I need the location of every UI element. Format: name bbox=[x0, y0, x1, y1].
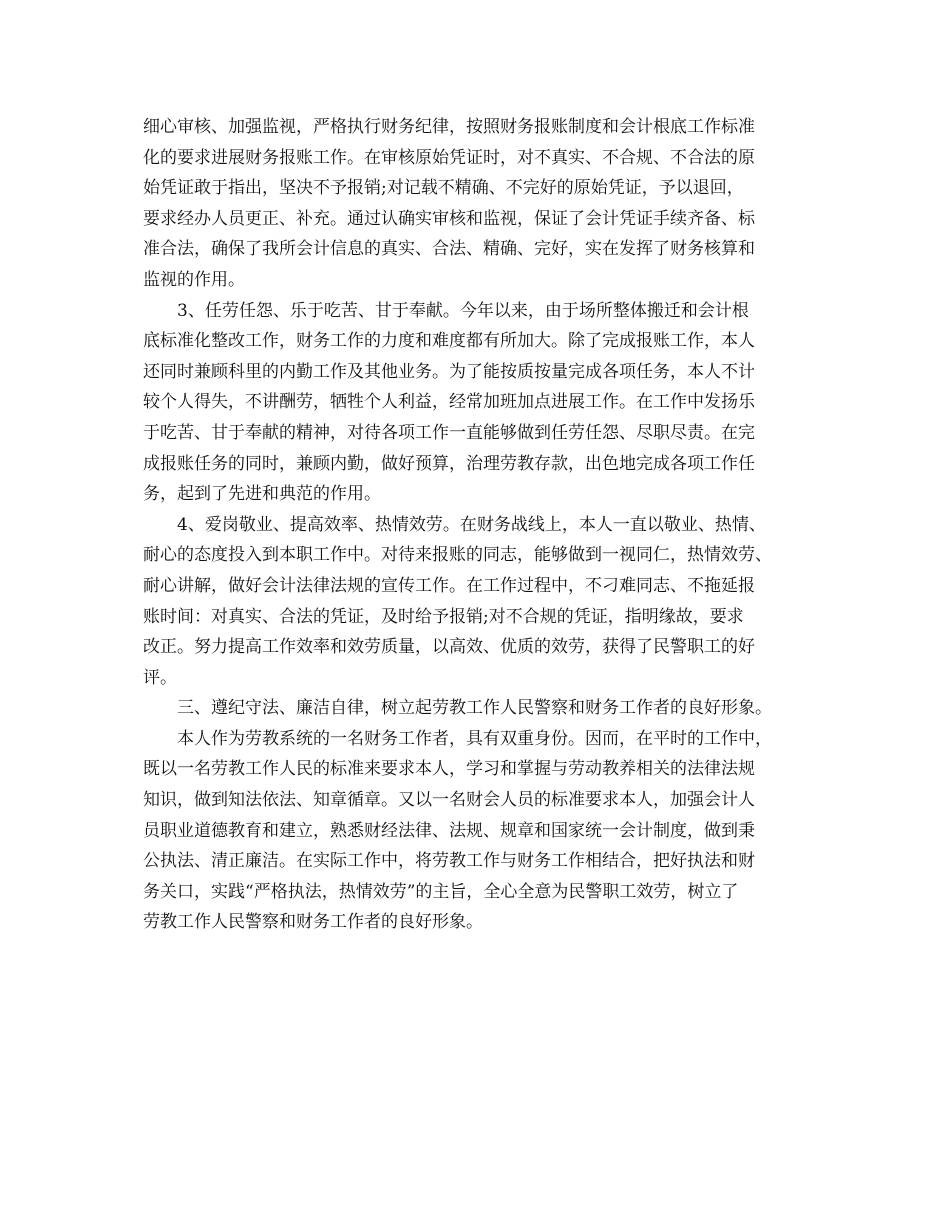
text-line: 3、任劳任怨、乐于吃苦、甘于奉献。今年以来，由于场所整体搬迁和会计根 bbox=[177, 300, 749, 321]
text-line: 要求经办人员更正、补充。通过认确实审核和监视，保证了会计凭证手续齐备、标 bbox=[143, 208, 755, 229]
text-line: 员职业道德教育和建立，熟悉财经法律、法规、规章和国家统一会计制度，做到秉 bbox=[143, 820, 755, 841]
text-line: 细心审核、加强监视，严格执行财务纪律，按照财务报账制度和会计根底工作标准 bbox=[143, 117, 755, 137]
text-line: 评。 bbox=[143, 667, 177, 688]
text-line: 务，起到了先进和典范的作用。 bbox=[143, 484, 381, 505]
text-line: 耐心讲解，做好会计法律法规的宣传工作。在工作过程中，不刁难同志、不拖延报 bbox=[143, 575, 755, 596]
text-line: 于吃苦、甘于奉献的精神，对待各项工作一直能够做到任劳任怨、尽职尽责。在完 bbox=[143, 422, 755, 443]
text-line: 成报账任务的同时，兼顾内勤，做好预算，治理劳教存款，出色地完成各项工作任 bbox=[143, 453, 755, 474]
text-line: 知识，做到知法依法、知章循章。又以一名财会人员的标准要求本人，加强会计人 bbox=[143, 790, 755, 811]
text-line: 耐心的态度投入到本职工作中。对待来报账的同志，能够做到一视同仁，热情效劳、 bbox=[143, 545, 772, 566]
text-line: 始凭证敢于指出，坚决不予报销;对记载不精确、不完好的原始凭证，予以退回， bbox=[143, 178, 744, 199]
text-line: 还同时兼顾科里的内勤工作及其他业务。为了能按质按量完成各项任务，本人不计 bbox=[143, 361, 755, 382]
text-line: 三、遵纪守法、廉洁自律，树立起劳教工作人民警察和财务工作者的良好形象。 bbox=[177, 698, 772, 719]
text-line: 监视的作用。 bbox=[143, 269, 245, 290]
text-line: 劳教工作人民警察和财务工作者的良好形象。 bbox=[143, 912, 483, 933]
text-line: 化的要求进展财务报账工作。在审核原始凭证时，对不真实、不合规、不合法的原 bbox=[143, 147, 755, 168]
text-line: 既以一名劳教工作人民的标准来要求本人，学习和掌握与劳动教养相关的法律法规 bbox=[143, 759, 755, 780]
text-line: 本人作为劳教系统的一名财务工作者，具有双重身份。因而，在平时的工作中， bbox=[177, 728, 772, 749]
document-body bbox=[143, 112, 823, 938]
text-line: 底标准化整改工作，财务工作的力度和难度都有所加大。除了完成报账工作，本人 bbox=[143, 331, 755, 352]
text-line: 改正。努力提高工作效率和效劳质量，以高效、优质的效劳，获得了民警职工的好 bbox=[143, 637, 755, 658]
text-line: 准合法，确保了我所会计信息的真实、合法、精确、完好，实在发挥了财务核算和 bbox=[143, 239, 755, 260]
text-line: 4、爱岗敬业、提高效率、热情效劳。在财务战线上，本人一直以敬业、热情、 bbox=[177, 514, 766, 535]
text-line: 务关口，实践“严格执法，热情效劳”的主旨，全心全意为民警职工效劳，树立了 bbox=[143, 881, 739, 902]
text-line: 较个人得失，不讲酬劳，牺牲个人利益，经常加班加点进展工作。在工作中发扬乐 bbox=[143, 392, 755, 413]
text-line: 账时间：对真实、合法的凭证，及时给予报销;对不合规的凭证，指明缘故，要求 bbox=[143, 606, 744, 627]
text-line: 公执法、清正廉洁。在实际工作中，将劳教工作与财务工作相结合，把好执法和财 bbox=[143, 851, 755, 872]
